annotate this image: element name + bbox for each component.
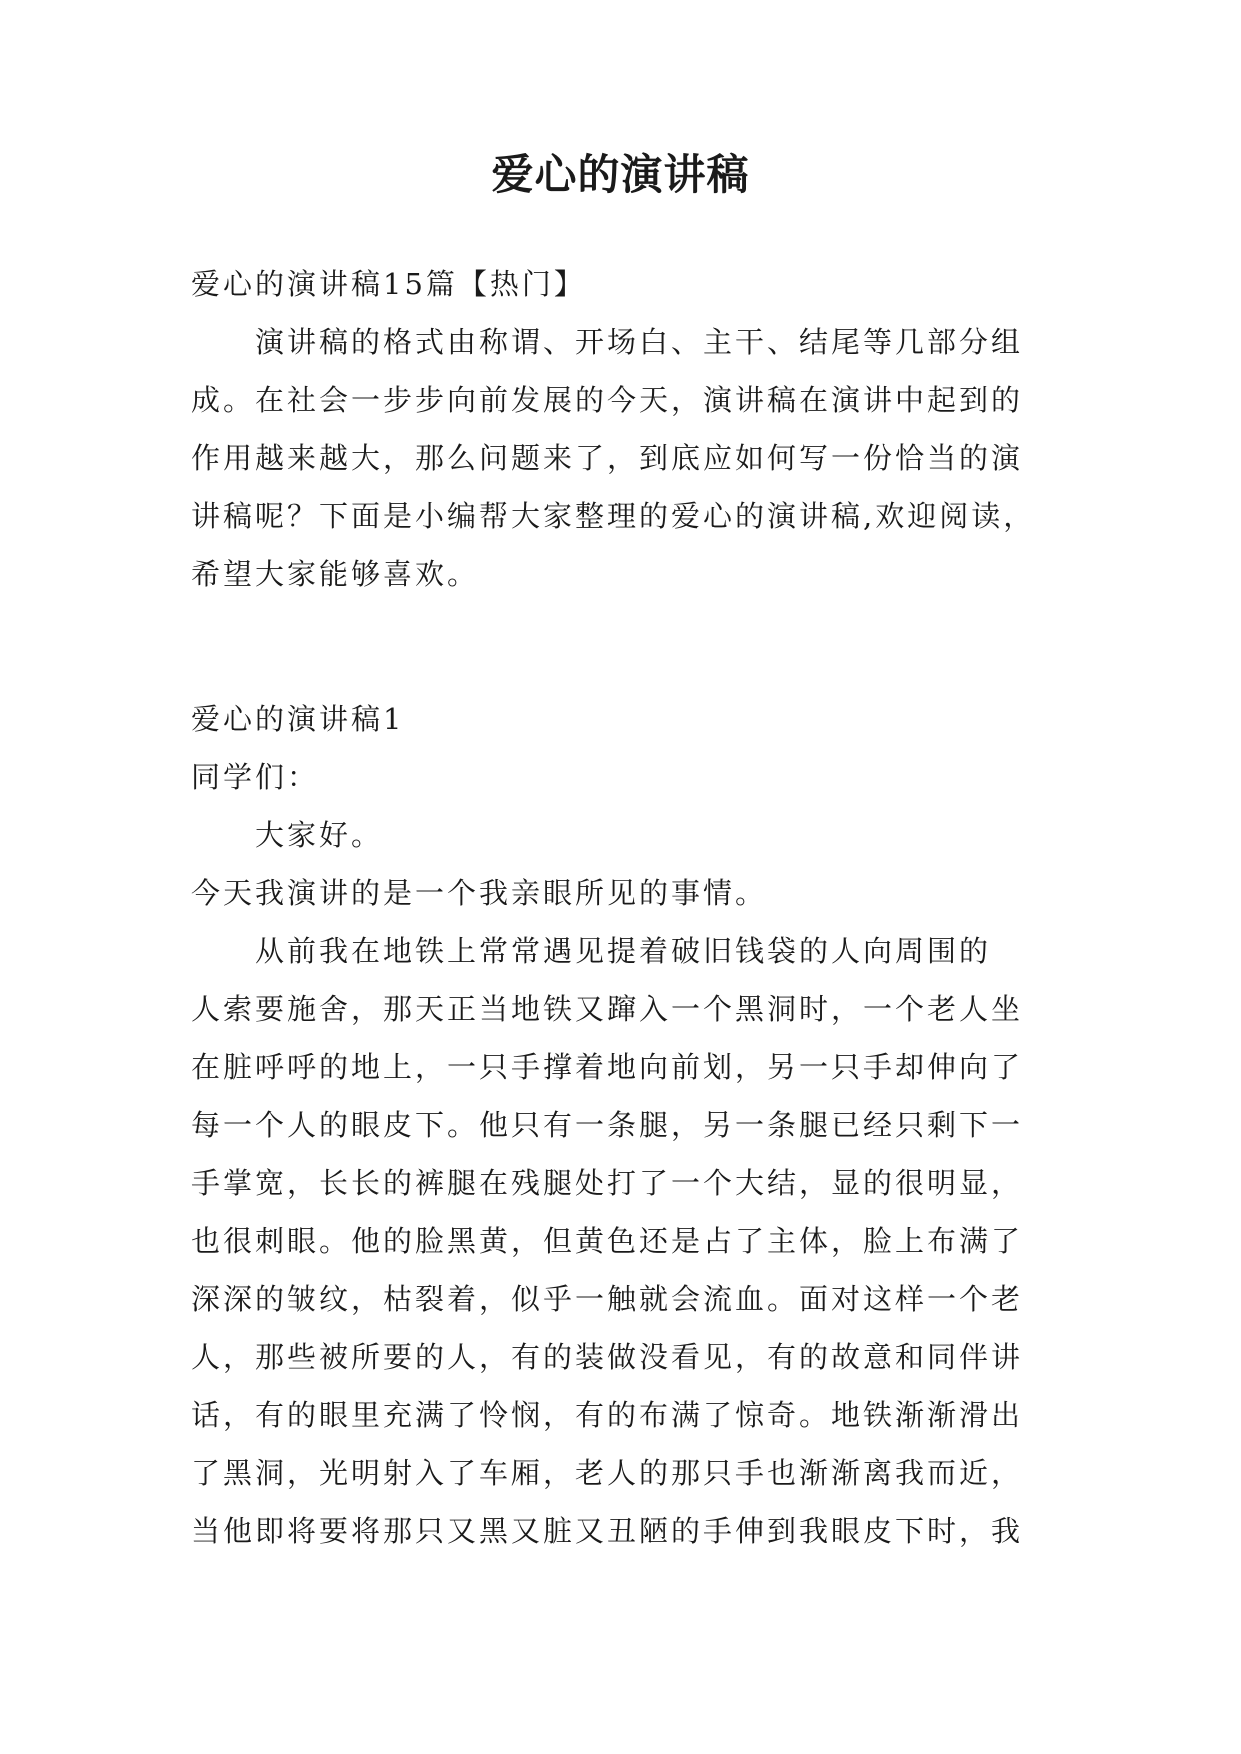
story-line: 人索要施舍，那天正当地铁又蹿入一个黑洞时，一个老人坐 [191, 992, 1024, 1026]
intro-line: 讲稿呢？下面是小编帮大家整理的爱心的演讲稿,欢迎阅读， [191, 499, 1036, 533]
section-heading: 爱心的演讲稿1 [191, 702, 405, 736]
greeting: 大家好。 [255, 818, 384, 852]
story-line: 从前我在地铁上常常遇见提着破旧钱袋的人向周围的 [255, 934, 992, 968]
intro-line: 希望大家能够喜欢。 [191, 557, 480, 591]
opening-line: 今天我演讲的是一个我亲眼所见的事情。 [191, 876, 768, 910]
intro-block [191, 255, 1051, 603]
story-line: 当他即将要将那只又黑又脏又丑陋的手伸到我眼皮下时，我 [191, 1514, 1024, 1548]
story-line: 手掌宽，长长的裤腿在残腿处打了一个大结，显的很明显， [191, 1166, 1024, 1200]
story-line: 人，那些被所要的人，有的装做没看见，有的故意和同伴讲 [191, 1340, 1024, 1374]
intro-line: 成。在社会一步步向前发展的今天，演讲稿在演讲中起到的 [191, 383, 1024, 417]
story-line: 每一个人的眼皮下。他只有一条腿，另一条腿已经只剩下一 [191, 1108, 1024, 1142]
intro-line: 演讲稿的格式由称谓、开场白、主干、结尾等几部分组 [255, 325, 1024, 359]
speech-block [191, 690, 1051, 1560]
salutation: 同学们： [191, 760, 320, 794]
story-line: 在脏呼呼的地上，一只手撑着地向前划，另一只手却伸向了 [191, 1050, 1024, 1084]
story-line: 深深的皱纹，枯裂着，似乎一触就会流血。面对这样一个老 [191, 1282, 1024, 1316]
intro-line: 作用越来越大，那么问题来了，到底应如何写一份恰当的演 [191, 441, 1024, 475]
story-line: 了黑洞，光明射入了车厢，老人的那只手也渐渐离我而近， [191, 1456, 1024, 1490]
intro-heading: 爱心的演讲稿15篇【热门】 [191, 267, 586, 301]
document-title: 爱心的演讲稿 [491, 150, 750, 199]
story-line: 也很刺眼。他的脸黑黄，但黄色还是占了主体，脸上布满了 [191, 1224, 1024, 1258]
story-line: 话，有的眼里充满了怜悯，有的布满了惊奇。地铁渐渐滑出 [191, 1398, 1024, 1432]
